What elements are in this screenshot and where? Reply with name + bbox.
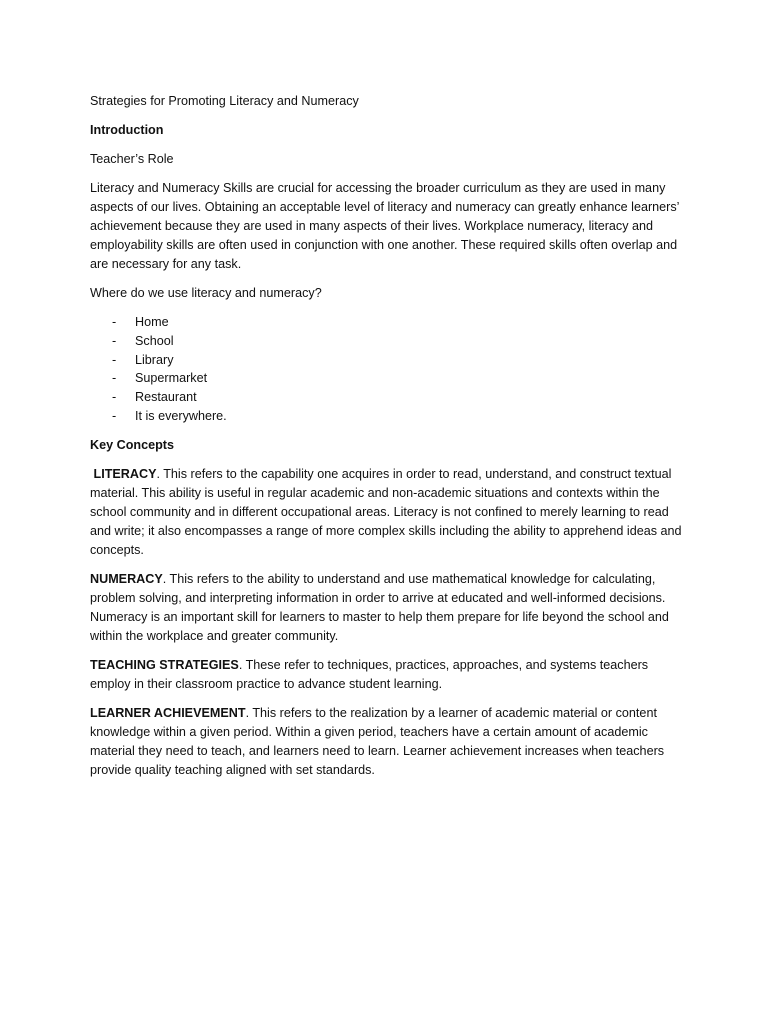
concept-numeracy	[90, 570, 682, 646]
concept-literacy	[90, 465, 682, 560]
concept-term: TEACHING STRATEGIES	[90, 657, 239, 672]
list-item	[90, 369, 682, 388]
concept-term: LITERACY	[93, 466, 157, 481]
usage-question: Where do we use literacy and numeracy?	[90, 286, 322, 300]
concept-term: NUMERACY	[90, 571, 163, 586]
list-dash: -	[112, 352, 117, 367]
concept-teaching-strategies	[90, 656, 682, 694]
list-dash: -	[112, 333, 117, 348]
list-item	[90, 313, 682, 332]
list-item	[90, 388, 682, 407]
concept-learner-achievement	[90, 704, 682, 780]
list-dash: -	[112, 315, 117, 329]
list-item-label: School	[135, 333, 174, 348]
concept-definition: . This refers to the realization by a learner of academic material or content knowledge within a given period. Within a given period, teachers have a certain amount of academic material they need to teach, and learners need to learn. Learner achievement increases when teachers provide quality teaching aligned with set standards.	[90, 705, 665, 777]
concept-definition: . These refer to techniques, practices, approaches, and systems teachers employ in their classroom practice to advance student learning.	[90, 657, 649, 691]
list-dash: -	[112, 390, 117, 405]
places-list	[90, 313, 682, 426]
intro-paragraph: Literacy and Numeracy Skills are crucial for accessing the broader curriculum as they are used in many aspects of our lives. Obtaining an acceptable level of literacy and numeracy can greatly enhance learners’ achievement because they are used in many aspects of their lives. Workplace numeracy, literacy and employability skills are often used in conjunction with one another. These required skills often overlap and are necessary for any task.	[90, 181, 679, 271]
concept-definition: . This refers to the ability to understand and use mathematical knowledge for calculating, problem solving, and interpreting information in order to arrive at educated and well-informed decisions. Numeracy is an important skill for learners to master to help them prepare for life beyond the school and within the workplace and greater community.	[90, 571, 669, 643]
list-item	[90, 407, 682, 426]
list-item	[90, 332, 682, 351]
introduction-heading: Introduction	[90, 123, 164, 137]
list-dash: -	[112, 371, 117, 386]
list-item-label: Home	[135, 315, 169, 329]
list-item-label: Supermarket	[135, 371, 208, 386]
list-dash: -	[112, 408, 117, 423]
document-title: Strategies for Promoting Literacy and Numeracy	[90, 94, 359, 108]
concept-definition: . This refers to the capability one acquires in order to read, understand, and construct textual material. This ability is useful in regular academic and non-academic situations and contexts within the school community and in different occupational areas. Literacy is not confined to merely learning to read and write; it also encompasses a range of more complex skills including the ability to apprehend ideas and concepts.	[90, 466, 682, 557]
concept-term: LEARNER ACHIEVEMENT	[90, 705, 246, 720]
list-item-label: Library	[135, 352, 174, 367]
list-item-label: It is everywhere.	[135, 408, 227, 423]
list-item	[90, 351, 682, 370]
teachers-role-subheading: Teacher’s Role	[90, 152, 174, 166]
document-page	[90, 92, 682, 790]
list-item-label: Restaurant	[135, 390, 197, 405]
key-concepts-heading: Key Concepts	[90, 437, 174, 452]
